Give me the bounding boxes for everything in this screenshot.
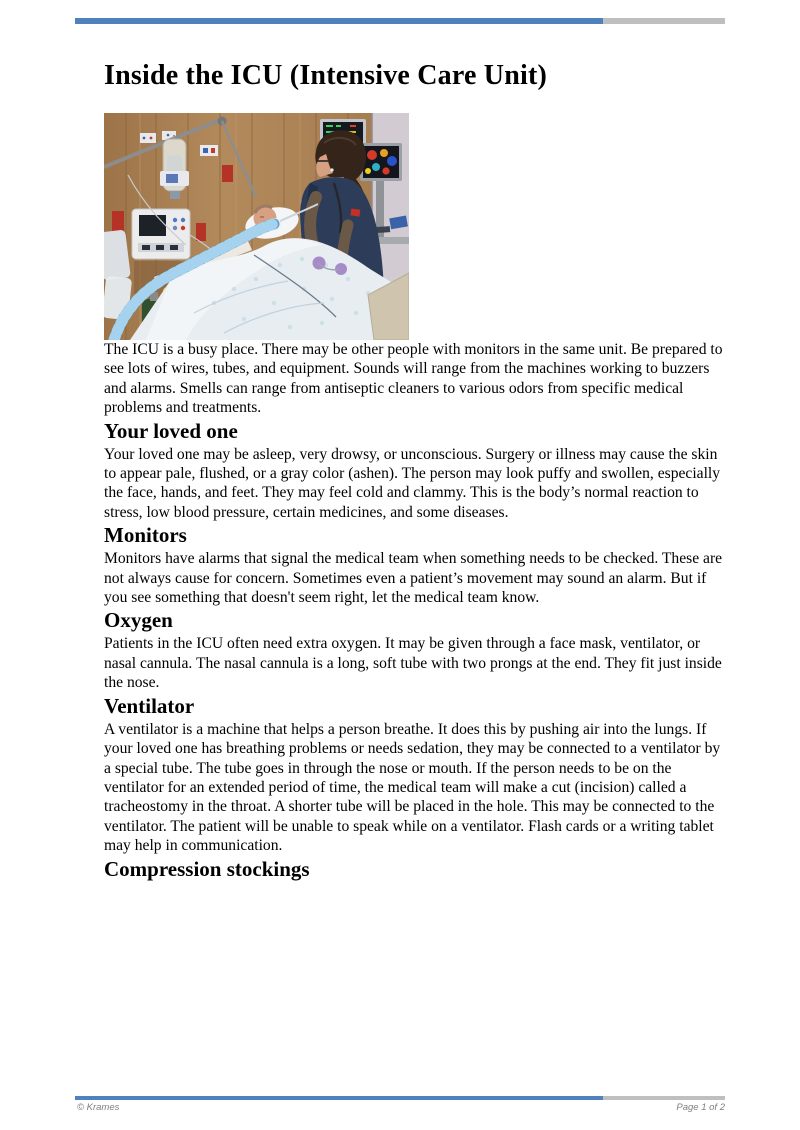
heading-compression-stockings: Compression stockings <box>104 856 310 881</box>
footer-rule-blue-segment <box>75 1096 603 1100</box>
copyright-text: © Krames <box>77 1102 120 1113</box>
heading-ventilator: Ventilator <box>104 693 195 718</box>
icu-photo <box>104 113 409 340</box>
header-rule <box>75 18 725 24</box>
paragraph-your-loved-one: Your loved one may be asleep, very drowsy, or unconscious. Surgery or illness may cause the skin to appear pale, flushed, or a gray color (ashen). The person may look puffy and swollen, especially the face, hands, and feet. They may feel cold and clammy. This is the body’s normal reaction to stress, low blood pressure, certain medicines, and some diseases. <box>104 445 721 521</box>
document-body <box>104 58 724 883</box>
paragraph-oxygen: Patients in the ICU often need extra oxygen. It may be given through a face mask, ventilator, or nasal cannula. The nasal cannula is a long, soft tube with two prongs at the end. They fit just inside the nose. <box>104 635 722 692</box>
heading-oxygen: Oxygen <box>104 608 173 633</box>
paragraph-monitors: Monitors have alarms that signal the medical team when something needs to be checked. These are not always cause for concern. Sometimes even a patient’s movement may sound an alarm. But if you see something that doesn't seem right, let the medical team know. <box>104 550 723 607</box>
paragraph-ventilator: A ventilator is a machine that helps a person breathe. It does this by pushing air into the lungs. If your loved one has breathing problems or needs sedation, they may be connected to a ventilator by a special tube. The tube goes in through the nose or mouth. If the person needs to be on the ventilator for an extended period of time, the medical team will make a cut (incision) called a tracheostomy in the throat. A shorter tube will be placed in the hole. This may be connected to the ventilator. The patient will be unable to speak while on a ventilator. Flash cards or a writing tablet may help in communication. <box>104 720 721 855</box>
header-rule-blue-segment <box>75 18 603 24</box>
page-number: Page 1 of 2 <box>676 1102 725 1113</box>
footer <box>77 1102 725 1113</box>
footer-rule-gray-segment <box>603 1096 725 1100</box>
heading-monitors: Monitors <box>104 523 187 548</box>
icu-photo-illustration <box>104 113 409 340</box>
footer-rule <box>75 1096 725 1100</box>
heading-your-loved-one: Your loved one <box>104 418 238 443</box>
page-title: Inside the ICU (Intensive Care Unit) <box>104 60 548 91</box>
header-rule-gray-segment <box>603 18 725 24</box>
intro-paragraph: The ICU is a busy place. There may be other people with monitors in the same unit. Be prepared to see lots of wires, tubes, and equipment. Sounds will range from the machines working to buzzers and alarms. Smells can range from antiseptic cleaners to various odors from specific medical problems and treatments. <box>104 341 723 417</box>
